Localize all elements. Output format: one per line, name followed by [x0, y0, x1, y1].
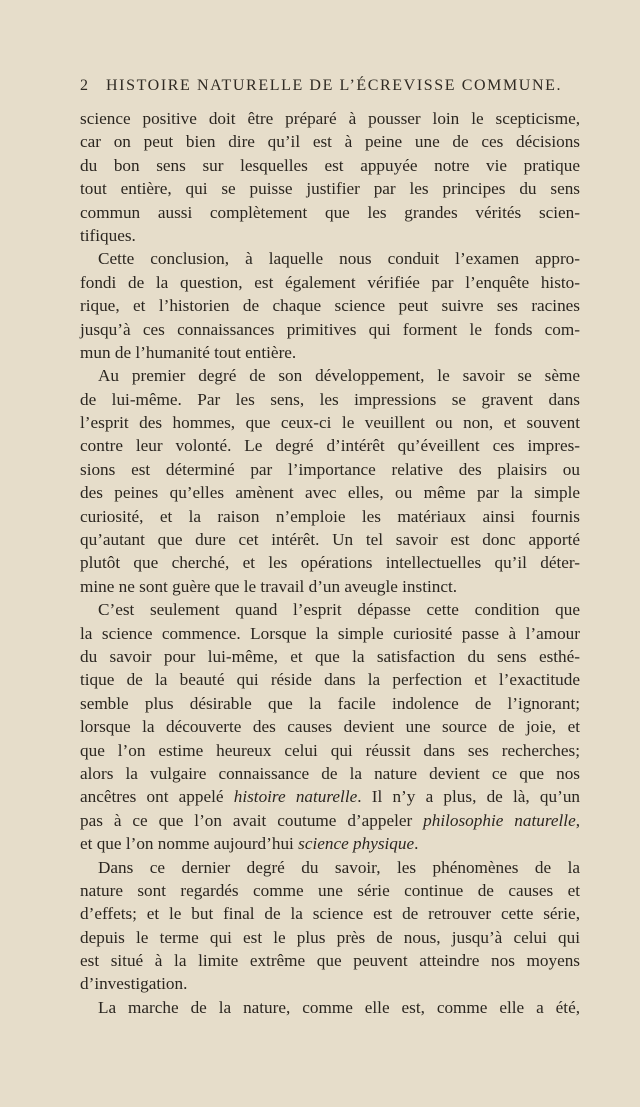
- text-line: Dans ce dernier degré du savoir, les phénomènes de la: [98, 857, 580, 877]
- italic-term: science physique: [298, 834, 415, 854]
- text-line: jusqu’à ces connaissances primitives qui forment le fonds com-: [80, 319, 580, 339]
- page-number: 2: [80, 77, 90, 94]
- text-line: la science commence. Lorsque la simple curiosité passe à l’amour: [80, 623, 580, 643]
- text-line: plutôt que cherché, et les opérations intellectuelles qu’il déter-: [80, 553, 580, 573]
- text-line: qu’autant que dure cet intérêt. Un tel savoir est donc apporté: [80, 530, 580, 550]
- text-line: semble plus désirable que la facile indolence de l’ignorant;: [80, 693, 580, 713]
- text-line: curiosité, et la raison n’emploie les matériaux ainsi fournis: [80, 506, 580, 526]
- text-line: commun aussi complètement que les grandes vérités scien-: [80, 202, 580, 222]
- text-line: car on peut bien dire qu’il est à peine une de ces décisions: [80, 132, 580, 152]
- body-text: [80, 107, 580, 1019]
- text-line: l’esprit des hommes, que ceux-ci le veuillent ou non, et souvent: [80, 413, 580, 433]
- text-line: sions est déterminé par l’importance relative des plaisirs ou: [80, 459, 580, 479]
- text-line: mun de l’humanité tout entière.: [80, 342, 297, 362]
- text-line: est situé à la limite extrême que peuvent atteindre nos moyens: [80, 951, 580, 971]
- text-line: lorsque la découverte des causes devient une source de joie, et: [80, 717, 580, 737]
- running-title: HISTOIRE NATURELLE DE L’ÉCREVISSE COMMUNE.: [106, 77, 563, 94]
- text-line: d’effets; et le but final de la science est de retrouver cette série,: [80, 904, 580, 924]
- text-line: alors la vulgaire connaissance de la nature devient ce que nos: [80, 763, 580, 783]
- text-line: Cette conclusion, à laquelle nous conduit l’examen appro-: [98, 249, 580, 269]
- text-line: La marche de la nature, comme elle est, comme elle a été,: [98, 997, 580, 1017]
- text-line: rique, et l’historien de chaque science peut suivre ses racines: [80, 296, 580, 316]
- text-line: fondi de la question, est également vérifiée par l’enquête histo-: [80, 272, 580, 292]
- text-line: que l’on estime heureux celui qui réussit dans ses recherches;: [80, 740, 580, 760]
- text-line: depuis le terme qui est le plus près de nous, jusqu’à celui qui: [80, 927, 580, 947]
- text-line: ancêtres ont appelé histoire naturelle. Il n’y a plus, de là, qu’un: [80, 787, 581, 807]
- text-line: C’est seulement quand l’esprit dépasse cette condition que: [98, 600, 580, 620]
- text-line: pas à ce que l’on avait coutume d’appeler philosophie naturelle,: [80, 810, 580, 830]
- italic-term: histoire naturelle: [233, 787, 358, 807]
- text-line: mine ne sont guère que le travail d’un aveugle instinct.: [80, 576, 458, 596]
- text-line: tifiques.: [80, 225, 136, 245]
- text-line: contre leur volonté. Le degré d’intérêt qu’éveillent ces impres-: [80, 436, 580, 456]
- text-line: nature sont regardés comme une série continue de causes et: [80, 880, 580, 900]
- text-line: du bon sens sur lesquelles est appuyée notre vie pratique: [80, 155, 580, 175]
- italic-term: philosophie naturelle: [423, 810, 576, 830]
- text-line: et que l’on nomme aujourd’hui science physique.: [80, 834, 419, 854]
- text-line: tique de la beauté qui réside dans la perfection et l’exactitude: [80, 670, 580, 690]
- text-line: du savoir pour lui-même, et que la satisfaction du sens esthé-: [80, 646, 580, 666]
- text-line: de lui-même. Par les sens, les impressions se gravent dans: [80, 389, 580, 409]
- text-line: Au premier degré de son développement, le savoir se sème: [98, 366, 580, 386]
- text-line: d’investigation.: [80, 974, 188, 994]
- text-line: science positive doit être préparé à pousser loin le scepticisme,: [80, 109, 580, 128]
- running-header: [80, 76, 580, 96]
- text-line: tout entière, qui se puisse justifier par les principes du sens: [80, 179, 580, 199]
- text-line: des peines qu’elles amènent avec elles, ou même par la simple: [80, 483, 580, 503]
